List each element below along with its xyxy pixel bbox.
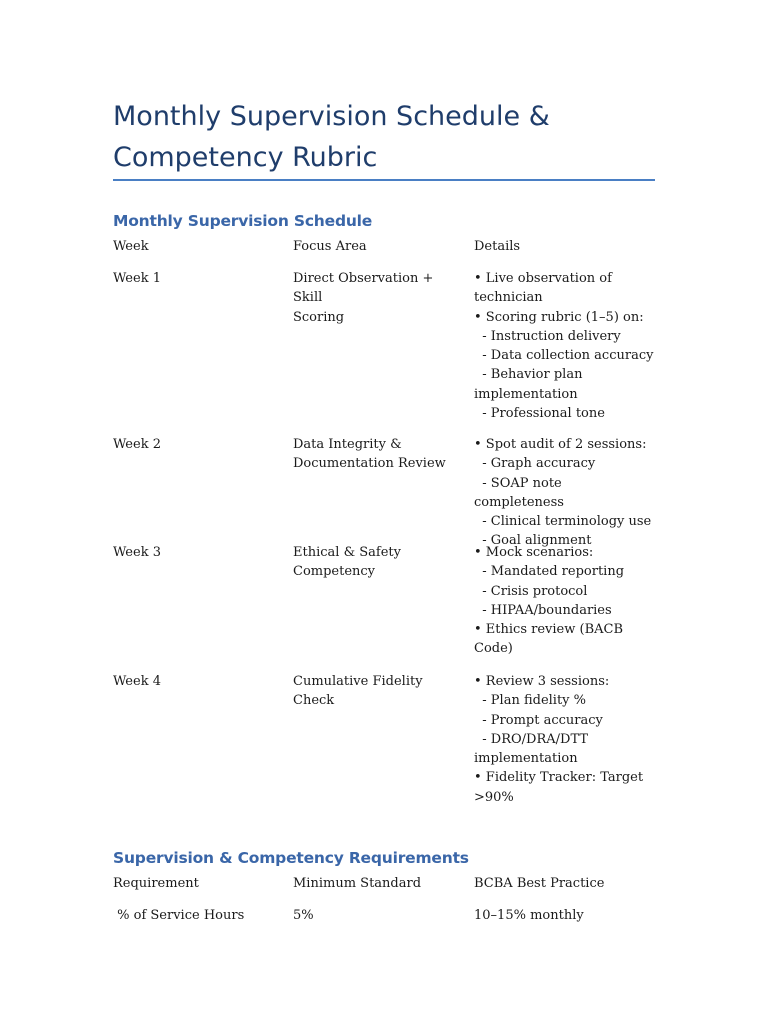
title-underline <box>113 179 655 181</box>
week-cell: Week 2 <box>113 437 161 452</box>
requirement-cell: % of Service Hours <box>113 908 245 923</box>
focus-cell: Data Integrity & Documentation Review <box>293 437 446 472</box>
details-cell: • Live observation of technician • Scoring rubric (1–5) on: - Instruction delivery - Data collection accuracy - Behavior plan implementation - Professional tone <box>474 271 654 422</box>
header-details: Details <box>474 239 521 254</box>
title-line-2: Competency Rubric <box>113 142 378 173</box>
focus-cell: Ethical & Safety Competency <box>293 545 401 580</box>
header-best-practice: BCBA Best Practice <box>474 876 605 891</box>
title-line-1: Monthly Supervision Schedule & <box>113 101 550 132</box>
details-cell: • Review 3 sessions: - Plan fidelity % - Prompt accuracy - DRO/DRA/DTT implementation • Fidelity Tracker: Target >90% <box>474 674 644 805</box>
details-cell: • Spot audit of 2 sessions: - Graph accuracy - SOAP note completeness - Clinical terminology use - Goal alignment <box>474 437 652 549</box>
header-minimum-standard: Minimum Standard <box>293 876 422 891</box>
focus-cell: Cumulative Fidelity Check <box>293 674 427 709</box>
week-cell: Week 1 <box>113 271 161 286</box>
week-cell: Week 3 <box>113 545 161 560</box>
best-practice-cell: 10–15% monthly <box>474 908 584 923</box>
document-title <box>113 96 655 178</box>
focus-cell: Direct Observation + Skill Scoring <box>293 271 434 325</box>
week-cell: Week 4 <box>113 674 161 689</box>
header-requirement: Requirement <box>113 876 199 891</box>
requirements-heading: Supervision & Competency Requirements <box>113 849 469 867</box>
header-focus-area: Focus Area <box>293 239 367 254</box>
minimum-standard-cell: 5% <box>293 908 314 923</box>
header-week: Week <box>113 239 149 254</box>
details-cell: • Mock scenarios: - Mandated reporting - Crisis protocol - HIPAA/boundaries • Ethics review (BACB Code) <box>474 545 625 657</box>
schedule-heading: Monthly Supervision Schedule <box>113 212 373 230</box>
